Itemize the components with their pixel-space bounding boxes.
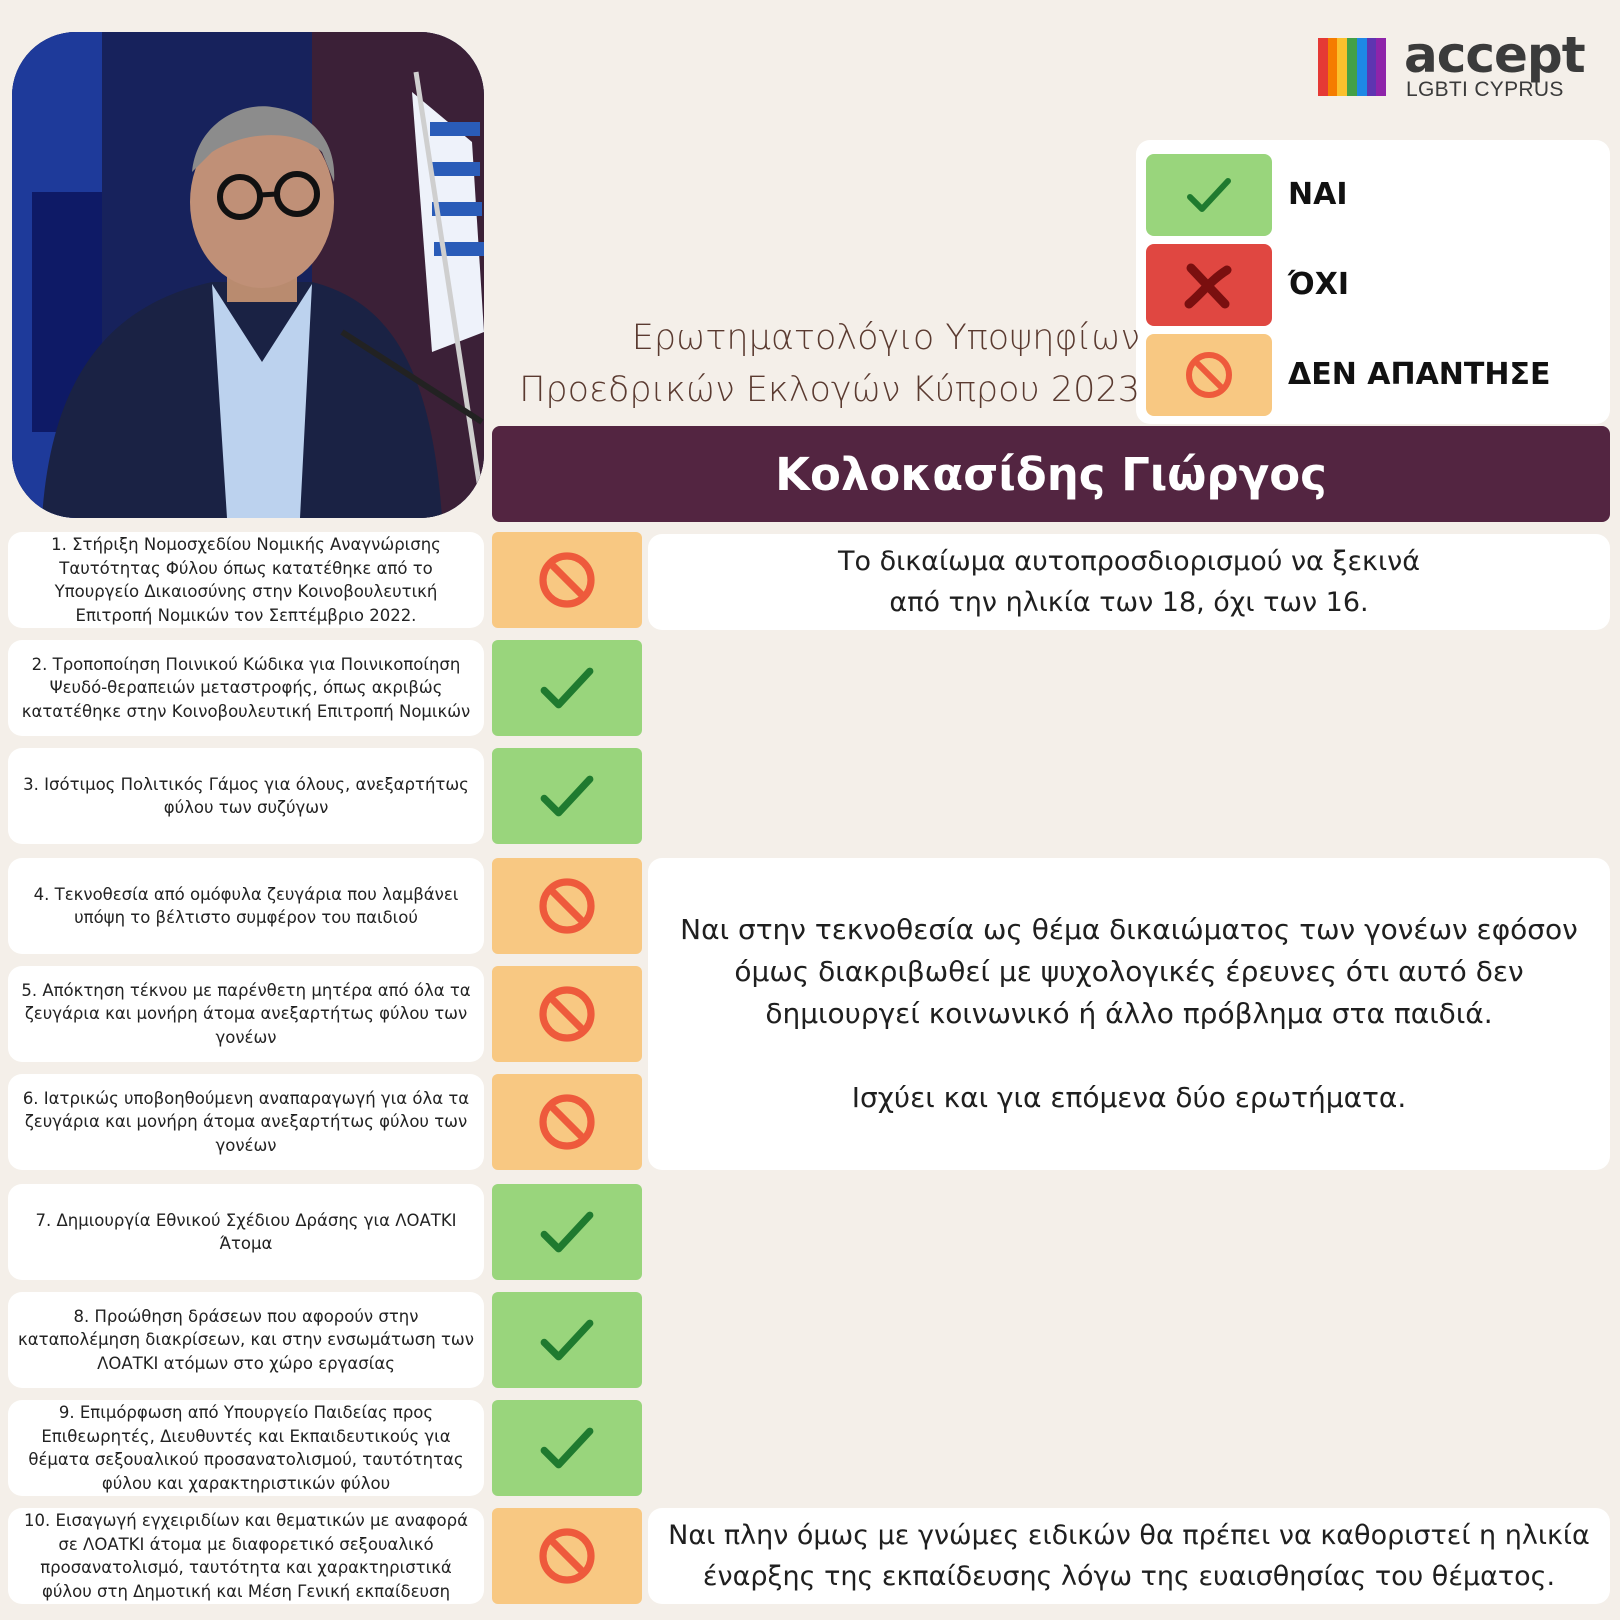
check-icon xyxy=(492,748,642,844)
logo-wordmark: accept xyxy=(1404,26,1585,84)
comment-text: Ναι στην τεκνοθεσία ως θέμα δικαιώματος των γονέων εφόσον όμως διακριβωθεί με ψυχολογικές έρευνες ότι αυτό δεν δημιουργεί κοινωνικό ή άλλο πρόβλημα στα παιδιά. Ισχύει και για επόμενα δύο ερωτήματα. xyxy=(680,913,1578,1114)
legend-no-answer xyxy=(1146,334,1600,416)
title-line-2: Προεδρικών Εκλογών Κύπρου 2023 xyxy=(519,370,1140,410)
question-row-8: 8. Προώθηση δράσεων που αφορούν στην καταπολέμηση διακρίσεων, και στην ενσωμάτωση των ΛΟΑΤΚΙ ατόμων στο χώρο εργασίας xyxy=(8,1292,484,1388)
check-icon xyxy=(492,640,642,736)
legend-no xyxy=(1146,244,1600,326)
check-icon xyxy=(1146,154,1272,236)
comment-q10 xyxy=(648,1508,1610,1604)
prohibited-icon xyxy=(492,966,642,1062)
prohibited-icon xyxy=(492,1074,642,1170)
check-icon xyxy=(492,1400,642,1496)
candidate-name: Κολοκασίδης Γιώργος xyxy=(492,426,1610,522)
question-row-4: 4. Τεκνοθεσία από ομόφυλα ζευγάρια που λαμβάνει υπόψη το βέλτιστο συμφέρον του παιδιού xyxy=(8,858,484,954)
comment-q4-6 xyxy=(648,858,1610,1170)
page-title xyxy=(500,312,1140,416)
answer-legend xyxy=(1136,140,1610,424)
prohibited-icon xyxy=(492,858,642,954)
legend-label: ΌΧΙ xyxy=(1288,267,1350,302)
comment-text: Ναι πλην όμως με γνώμες ειδικών θα πρέπει να καθοριστεί η ηλικία έναρξης της εκπαίδευσης λόγω της ευαισθησίας του θέματος. xyxy=(668,1520,1590,1592)
logo-subtitle: LGBTI CYPRUS xyxy=(1406,78,1564,101)
question-row-2: 2. Τροποποίηση Ποινικού Κώδικα για Ποινικοποίηση Ψευδό-θεραπειών μεταστροφής, όπως ακριβώς κατατέθηκε στην Κοινοβουλευτική Επιτροπή Νομικών xyxy=(8,640,484,736)
question-row-3: 3. Ισότιμος Πολιτικός Γάμος για όλους, ανεξαρτήτως φύλου των συζύγων xyxy=(8,748,484,844)
cross-icon xyxy=(1146,244,1272,326)
check-icon xyxy=(492,1184,642,1280)
candidate-photo xyxy=(12,32,484,518)
rainbow-logo-icon xyxy=(1318,38,1386,96)
prohibited-icon xyxy=(492,1508,642,1604)
comment-q1 xyxy=(648,534,1610,630)
question-row-5: 5. Απόκτηση τέκνου με παρένθετη μητέρα από όλα τα ζευγάρια και μονήρη άτομα ανεξαρτήτως φύλου των γονέων xyxy=(8,966,484,1062)
question-row-10: 10. Εισαγωγή εγχειριδίων και θεματικών με αναφορά σε ΛΟΑΤΚΙ άτομα με διαφορετικό σεξουαλικό προσανατολισμό, ταυτότητα και χαρακτηριστικά φύλου στη Δημοτική και Μέση Γενική εκπαίδευση xyxy=(8,1508,484,1604)
question-row-6: 6. Ιατρικώς υποβοηθούμενη αναπαραγωγή για όλα τα ζευγάρια και μονήρη άτομα ανεξαρτήτως φύλου των γονέων xyxy=(8,1074,484,1170)
prohibited-icon xyxy=(492,532,642,628)
title-line-1: Ερωτηματολόγιο Υποψηφίων xyxy=(631,318,1140,358)
comment-text: Το δικαίωμα αυτοπροσδιορισμού να ξεκινά από την ηλικία των 18, όχι των 16. xyxy=(838,546,1420,618)
question-row-9: 9. Επιμόρφωση από Υπουργείο Παιδείας προς Επιθεωρητές, Διευθυντές και Εκπαιδευτικούς για θέματα σεξουαλικού προσανατολισμού, ταυτότητας φύλου και χαρακτηριστικών φύλου xyxy=(8,1400,484,1496)
question-row-1: 1. Στήριξη Νομοσχεδίου Νομικής Αναγνώρισης Ταυτότητας Φύλου όπως κατατέθηκε από το Υπουργείο Δικαιοσύνης στην Κοινοβουλευτική Επιτροπή Νομικών τον Σεπτέμβριο 2022. xyxy=(8,532,484,628)
question-row-7: 7. Δημιουργία Εθνικού Σχέδιου Δράσης για ΛΟΑΤΚΙ Άτομα xyxy=(8,1184,484,1280)
legend-yes xyxy=(1146,154,1600,236)
prohibited-icon xyxy=(1146,334,1272,416)
legend-label: ΝΑΙ xyxy=(1288,177,1348,212)
check-icon xyxy=(492,1292,642,1388)
accept-logo xyxy=(1318,26,1608,104)
legend-label: ΔΕΝ ΑΠΑΝΤΗΣΕ xyxy=(1288,357,1551,392)
